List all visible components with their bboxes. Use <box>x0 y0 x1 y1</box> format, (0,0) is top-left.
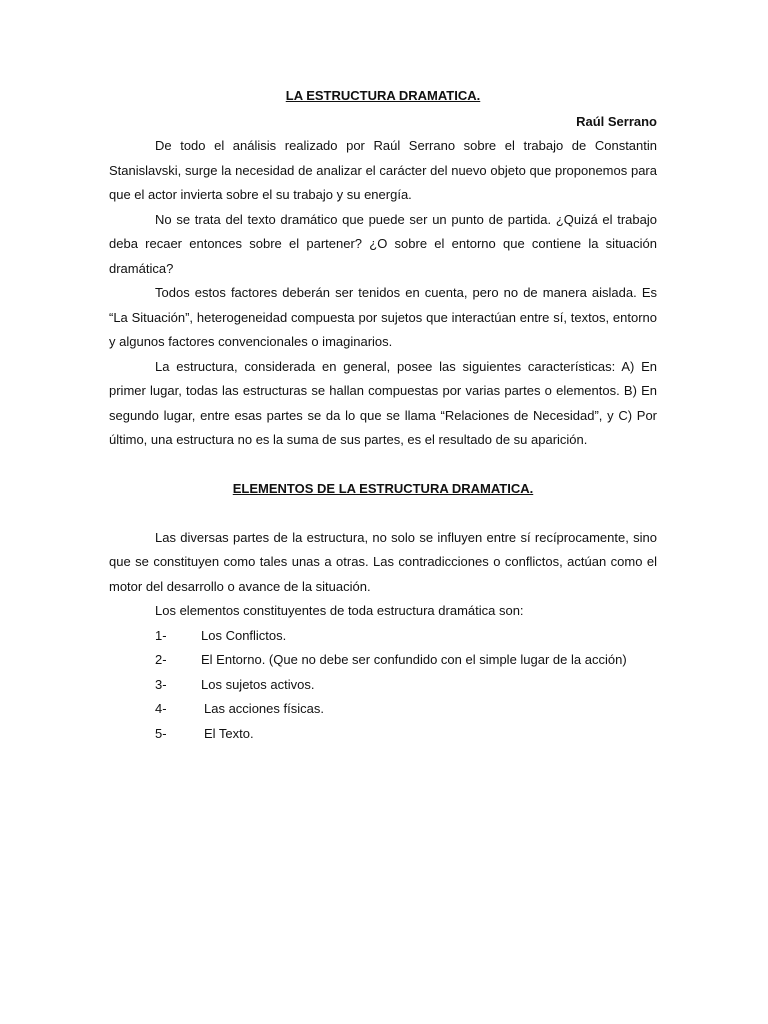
elements-list <box>109 624 657 747</box>
list-item-number: 4- <box>155 701 167 716</box>
list-item <box>109 624 657 649</box>
list-item-text: Las acciones físicas. <box>204 701 324 716</box>
document-page <box>109 86 657 746</box>
list-item-number: 3- <box>155 676 167 692</box>
list-item-text: El Texto. <box>204 725 254 741</box>
list-item-number: 2- <box>155 652 167 667</box>
list-item-text: El Entorno. (Que no debe ser confundido con el simple lugar de la acción) <box>201 652 627 667</box>
section-paragraph-1: Las diversas partes de la estructura, no solo se influyen entre sí recíprocamente, sino que se constituyen como tales unas a otras. Las contradicciones o conflictos, actúan como el motor del desarrollo o avance de la situación. <box>109 529 657 594</box>
section-title: ELEMENTOS DE LA ESTRUCTURA DRAMATICA. <box>232 480 534 496</box>
paragraph-4: La estructura, considerada en general, posee las siguientes características: A) En primer lugar, todas las estructuras se hallan compuestas por varias partes o elementos. B) En segundo lugar, entre esas partes se da lo que se llama “Relaciones de Necesidad”, y C) Por último, una estructura no es la suma de sus partes, es el resultado de su aparición. <box>109 358 657 447</box>
list-item <box>109 648 657 673</box>
list-item-number: 5- <box>155 725 167 741</box>
paragraph-1: De todo el análisis realizado por Raúl Serrano sobre el trabajo de Constantin Stanislavski, surge la necesidad de analizar el carácter del nuevo objeto que proponemos para que el actor invierta sobre el su trabajo y su energía. <box>109 138 657 202</box>
paragraph-3: Todos estos factores deberán ser tenidos en cuenta, pero no de manera aislada. Es “La Situación”, heterogeneidad compuesta por sujetos que interactúan entre sí, textos, entorno y algunos factores convencionales o imaginarios. <box>109 285 657 349</box>
document-title: LA ESTRUCTURA DRAMATICA. <box>285 88 481 103</box>
list-item-text: Los Conflictos. <box>201 627 287 643</box>
list-item-text: Los sujetos activos. <box>201 676 315 692</box>
paragraph-2: No se trata del texto dramático que puede ser un punto de partida. ¿Quizá el trabajo deba recaer entonces sobre el partener? ¿O sobre el entorno que contiene la situación dramática? <box>109 211 657 276</box>
author-name: Raúl Serrano <box>576 114 657 129</box>
list-item <box>109 697 657 722</box>
section-paragraph-2: Los elementos constituyentes de toda estructura dramática son: <box>155 603 524 618</box>
list-item <box>109 673 657 698</box>
list-item-number: 1- <box>155 627 167 643</box>
list-item <box>109 722 657 747</box>
section-spacer <box>109 501 657 526</box>
